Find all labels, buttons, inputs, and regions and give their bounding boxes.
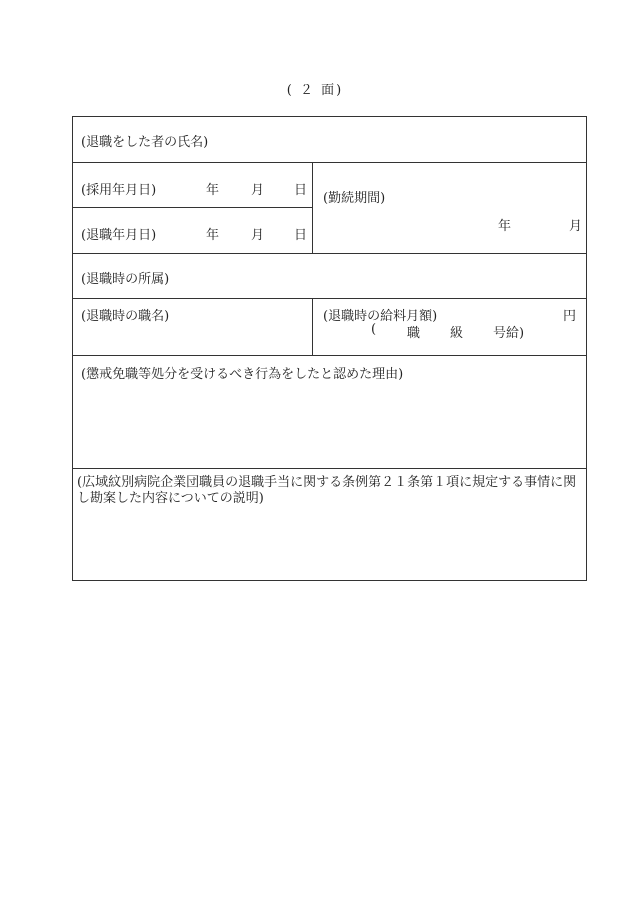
row-position-salary: [73, 299, 586, 356]
row-retire-date: [73, 208, 312, 254]
dates-left-cell: [73, 163, 312, 253]
explanation-label: (広域紋別病院企業団職員の退職手当に関する条例第２１条第１項に規定する事情に関し勘案した内容についての説明): [77, 475, 577, 506]
service-period-month: 月: [569, 219, 583, 234]
hire-date-month: 月: [251, 183, 265, 198]
hire-date-label: (採用年月日): [81, 183, 157, 198]
retire-date-month: 月: [251, 228, 265, 243]
salary-shoku: 職: [407, 326, 421, 341]
retire-date-year: 年: [206, 228, 220, 243]
retire-date-label: (退職年月日): [81, 228, 157, 243]
row-explanation: [73, 469, 586, 580]
salary-gokyu: 号給): [493, 326, 525, 341]
salary-paren-open: (: [371, 322, 377, 337]
salary-cell: [312, 299, 586, 355]
hire-date-day: 日: [294, 183, 308, 198]
affiliation-label: (退職時の所属): [81, 272, 170, 287]
salary-kyu: 級: [450, 326, 464, 341]
page-number-label: ( ２ 面): [286, 83, 344, 98]
retirement-form-table: [72, 116, 587, 581]
row-name: [73, 117, 586, 163]
reason-label: (懲戒免職等処分を受けるべき行為をしたと認めた理由): [81, 367, 404, 382]
salary-yen: 円: [563, 309, 577, 324]
position-cell: [73, 299, 312, 355]
service-period-label: (勤続期間): [323, 191, 386, 206]
service-period-year: 年: [498, 219, 512, 234]
salary-label: (退職時の給料月額): [323, 309, 438, 324]
retire-date-day: 日: [294, 228, 308, 243]
row-reason: [73, 356, 586, 469]
name-label: (退職をした者の氏名): [81, 135, 209, 150]
position-label: (退職時の職名): [81, 309, 170, 324]
row-dates: [73, 163, 586, 254]
hire-date-year: 年: [206, 183, 220, 198]
row-hire-date: [73, 163, 312, 208]
service-period-cell: [312, 163, 586, 253]
row-affiliation: [73, 254, 586, 299]
